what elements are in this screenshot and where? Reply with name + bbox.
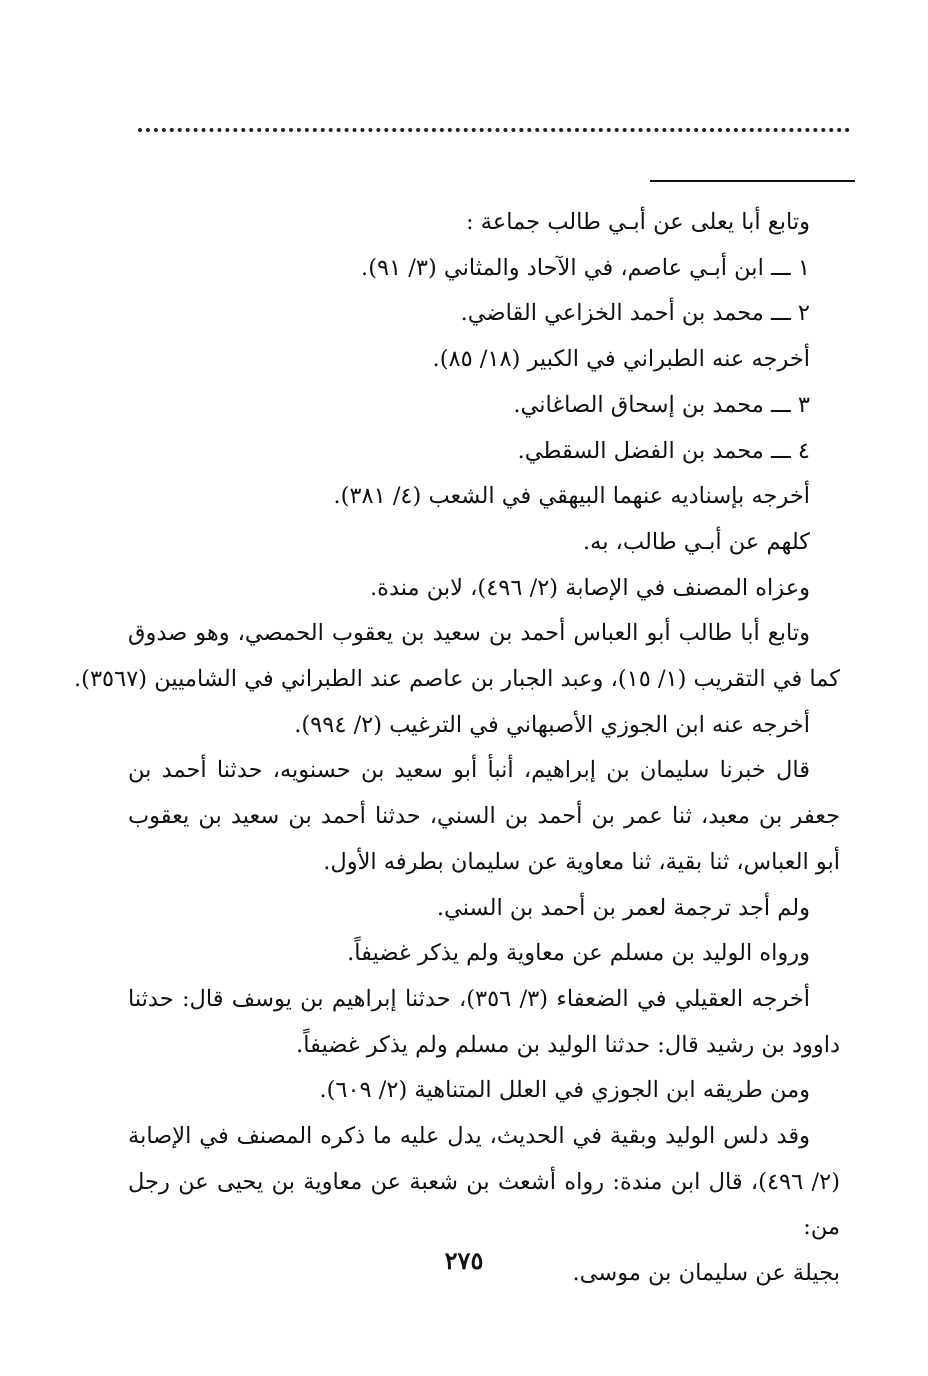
text-line: أخرجه بإسناديه عنهما البيهقي في الشعب (٤/ ٣٨١). [333, 483, 810, 510]
list-item-1: ١ ـــ ابن أبـي عاصم، في الآحاد والمثاني (٣/ ٩١). [361, 254, 810, 281]
text-line: كلهم عن أبـي طالب، به. [583, 528, 810, 555]
footnote-rule [650, 180, 855, 182]
text-line-intro: وتابع أبا يعلى عن أبـي طالب جماعة : [466, 209, 810, 235]
text-line: كما في التقريب (١/ ١٥)، وعبد الجبار بن عاصم عند الطبراني في الشاميين (٣٥٦٧). [74, 666, 840, 693]
text-line: وتابع أبا طالب أبو العباس أحمد بن سعيد بن يعقوب الحمصي، وهو صدوق [128, 620, 810, 647]
text-line: وقد دلس الوليد وبقية في الحديث، يدل عليه ما ذكره المصنف في الإصابة [128, 1123, 810, 1150]
text-line: أبو العباس، ثنا بقية، ثنا معاوية عن سليمان بطرفه الأول. [323, 848, 840, 875]
text-line: أخرجه عنه ابن الجوزي الأصبهاني في الترغيب (٢/ ٩٩٤). [294, 711, 810, 738]
list-item-2: ٢ ـــ محمد بن أحمد الخزاعي القاضي. [460, 300, 810, 327]
text-line: وعزاه المصنف في الإصابة (٢/ ٤٩٦)، لابن مندة. [370, 574, 810, 601]
text-line: أخرجه عنه الطبراني في الكبير (١٨/ ٨٥). [432, 346, 810, 373]
footnote-body [74, 200, 840, 1297]
text-line: جعفر بن معبد، ثنا عمر بن أحمد بن السني، حدثنا أحمد بن سعيد بن يعقوب [128, 803, 840, 830]
list-item-3: ٣ ـــ محمد بن إسحاق الصاغاني. [513, 391, 810, 418]
page-number: ٢٧٥ [444, 1246, 484, 1275]
list-item-4: ٤ ـــ محمد بن الفضل السقطي. [517, 437, 810, 464]
text-line: قال خبرنا سليمان بن إبراهيم، أنبأ أبو سعيد بن حسنويه، حدثنا أحمد بن [128, 757, 810, 784]
text-line: ولم أجد ترجمة لعمر بن أحمد بن السني. [436, 894, 810, 921]
text-line: أخرجه العقيلي في الضعفاء (٣/ ٣٥٦)، حدثنا إبراهيم بن يوسف قال: حدثنا [128, 985, 810, 1012]
text-line: ومن طريقه ابن الجوزي في العلل المتناهية (٢/ ٦٠٩). [319, 1077, 810, 1104]
text-line: داوود بن رشيد قال: حدثنا الوليد بن مسلم ولم يذكر غضيفاً. [296, 1031, 840, 1058]
text-line: (٢/ ٤٩٦)، قال ابن مندة: رواه أشعث بن شعبة عن معاوية بن يحيى عن رجل من: [128, 1168, 840, 1241]
dotted-separator [138, 128, 850, 132]
text-line: بجيلة عن سليمان بن موسى. [572, 1260, 840, 1287]
text-line: ورواه الوليد بن مسلم عن معاوية ولم يذكر غضيفاً. [347, 940, 810, 967]
